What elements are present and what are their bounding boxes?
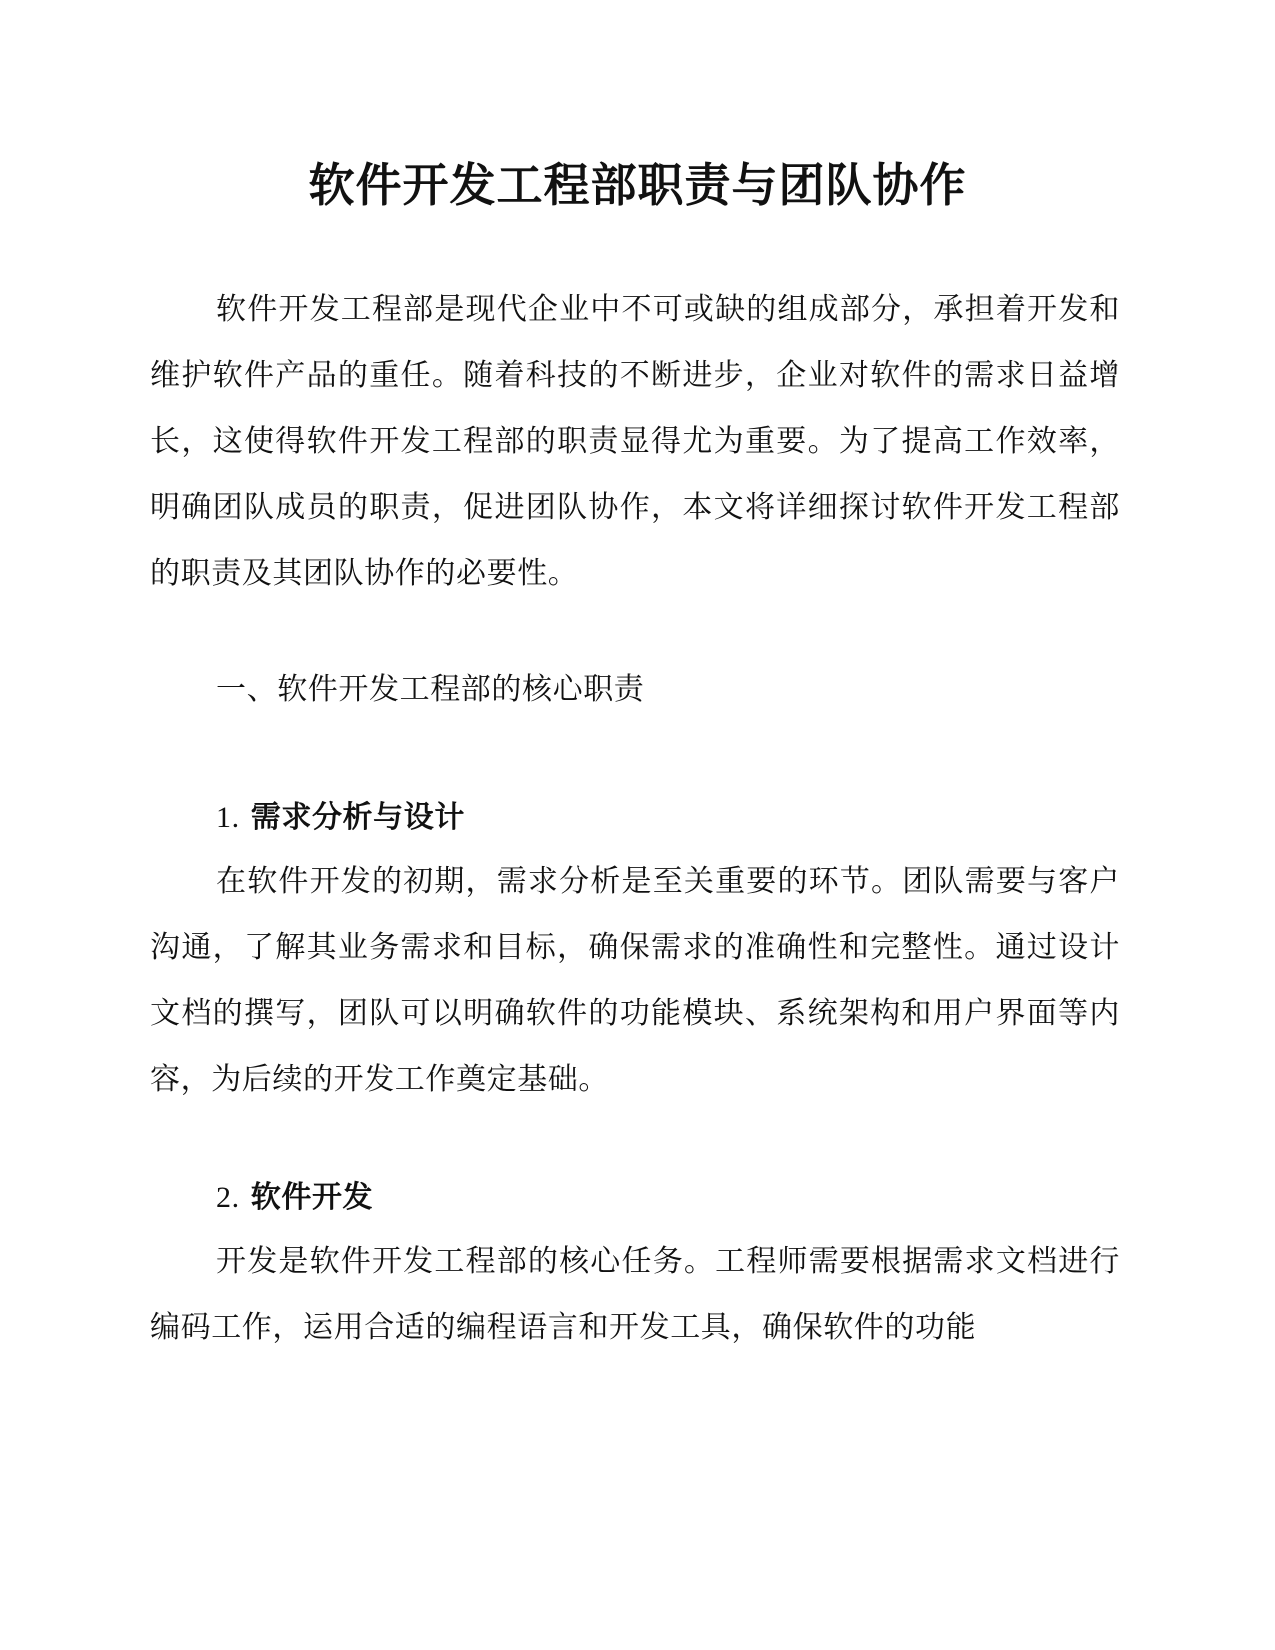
development-paragraph: 开发是软件开发工程部的核心任务。工程师需要根据需求文档进行编码工作，运用合适的编程语言和开发工具，确保软件的功能 [150, 1244, 1120, 1345]
document-title: 软件开发工程部职责与团队协作 [308, 158, 967, 212]
requirements-paragraph: 在软件开发的初期，需求分析是至关重要的环节。团队需要与客户沟通，了解其业务需求和目标，确保需求的准确性和完整性。通过设计文档的撰写，团队可以明确软件的功能模块、系统架构和用户界面等内容，为后续的开发工作奠定基础。 [150, 864, 1120, 1097]
sub-heading-title: 软件开发 [250, 1180, 374, 1215]
sub-heading-number: 1. [216, 801, 240, 834]
sub-heading-title: 需求分析与设计 [250, 800, 465, 835]
section-heading: 一、软件开发工程部的核心职责 [216, 672, 645, 707]
sub-heading-number: 2. [216, 1181, 240, 1214]
sub-heading-development [150, 1165, 1120, 1231]
intro-paragraph: 软件开发工程部是现代企业中不可或缺的组成部分，承担着开发和维护软件产品的重任。随着科技的不断进步，企业对软件的需求日益增长，这使得软件开发工程部的职责显得尤为重要。为了提高工作效率，明确团队成员的职责，促进团队协作，本文将详细探讨软件开发工程部的职责及其团队协作的必要性。 [150, 292, 1120, 591]
sub-heading-requirements [150, 785, 1120, 851]
